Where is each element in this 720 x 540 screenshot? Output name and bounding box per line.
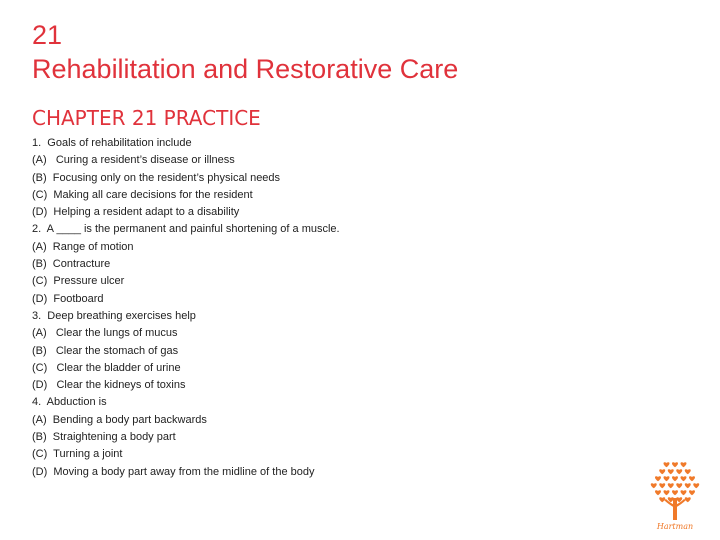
heart-icon (659, 469, 665, 474)
question-line: (D) Footboard (32, 292, 104, 305)
question-line: (B) Clear the stomach of gas (32, 344, 179, 357)
question-line: 2. A ____ is the permanent and painful shortening of a muscle. (32, 223, 340, 236)
chapter-title: Rehabilitation and Restorative Care (32, 54, 459, 84)
heart-icon (693, 483, 699, 488)
heart-icon (668, 483, 674, 488)
hartman-logo (644, 458, 706, 532)
question-line: (D) Helping a resident adapt to a disability (32, 206, 240, 219)
question-line: (A) Range of motion (32, 240, 134, 253)
heart-icon (676, 483, 682, 488)
heart-icon (672, 490, 678, 495)
question-line: (C) Clear the bladder of urine (32, 361, 181, 374)
question-line: (D) Clear the kidneys of toxins (32, 379, 186, 392)
heart-icon (689, 490, 695, 495)
heart-icon (655, 490, 661, 495)
heart-icon (664, 476, 670, 481)
question-line: (C) Making all care decisions for the resident (32, 188, 253, 201)
question-line: 4. Abduction is (32, 396, 107, 409)
question-line: (B) Contracture (32, 258, 111, 271)
logo-text: Hartman (656, 522, 694, 531)
heart-tree-icon (651, 462, 699, 520)
question-line: (D) Moving a body part away from the midline of the body (32, 465, 315, 478)
question-line: (A) Clear the lungs of mucus (32, 327, 178, 340)
question-line: 3. Deep breathing exercises help (32, 309, 196, 322)
heart-icon (685, 483, 691, 488)
question-line: (B) Focusing only on the resident’s physical needs (32, 171, 281, 184)
heart-icon (672, 462, 678, 467)
heart-icon (655, 476, 661, 481)
question-line: (B) Straightening a body part (32, 431, 176, 444)
question-list (32, 135, 340, 481)
heart-icon (664, 462, 670, 467)
heart-icon (685, 497, 691, 502)
heart-icon (651, 483, 657, 488)
heart-icon (676, 469, 682, 474)
heart-icon (668, 469, 674, 474)
question-line: 1. Goals of rehabilitation include (32, 137, 192, 149)
question-line: (A) Bending a body part backwards (32, 413, 207, 426)
heart-icon (689, 476, 695, 481)
heart-icon (672, 476, 678, 481)
heart-icon (685, 469, 691, 474)
question-line: (A) Curing a resident’s disease or illness (32, 154, 235, 167)
question-line: (C) Pressure ulcer (32, 275, 125, 288)
slide-title (32, 18, 458, 86)
heart-icon (681, 490, 687, 495)
heart-icon (659, 483, 665, 488)
heart-icon (664, 490, 670, 495)
heart-icon (681, 462, 687, 467)
practice-heading: CHAPTER 21 PRACTICE (32, 106, 261, 130)
chapter-number: 21 (32, 20, 63, 50)
heart-icon (659, 497, 665, 502)
question-line: (C) Turning a joint (32, 448, 123, 461)
heart-icon (681, 476, 687, 481)
